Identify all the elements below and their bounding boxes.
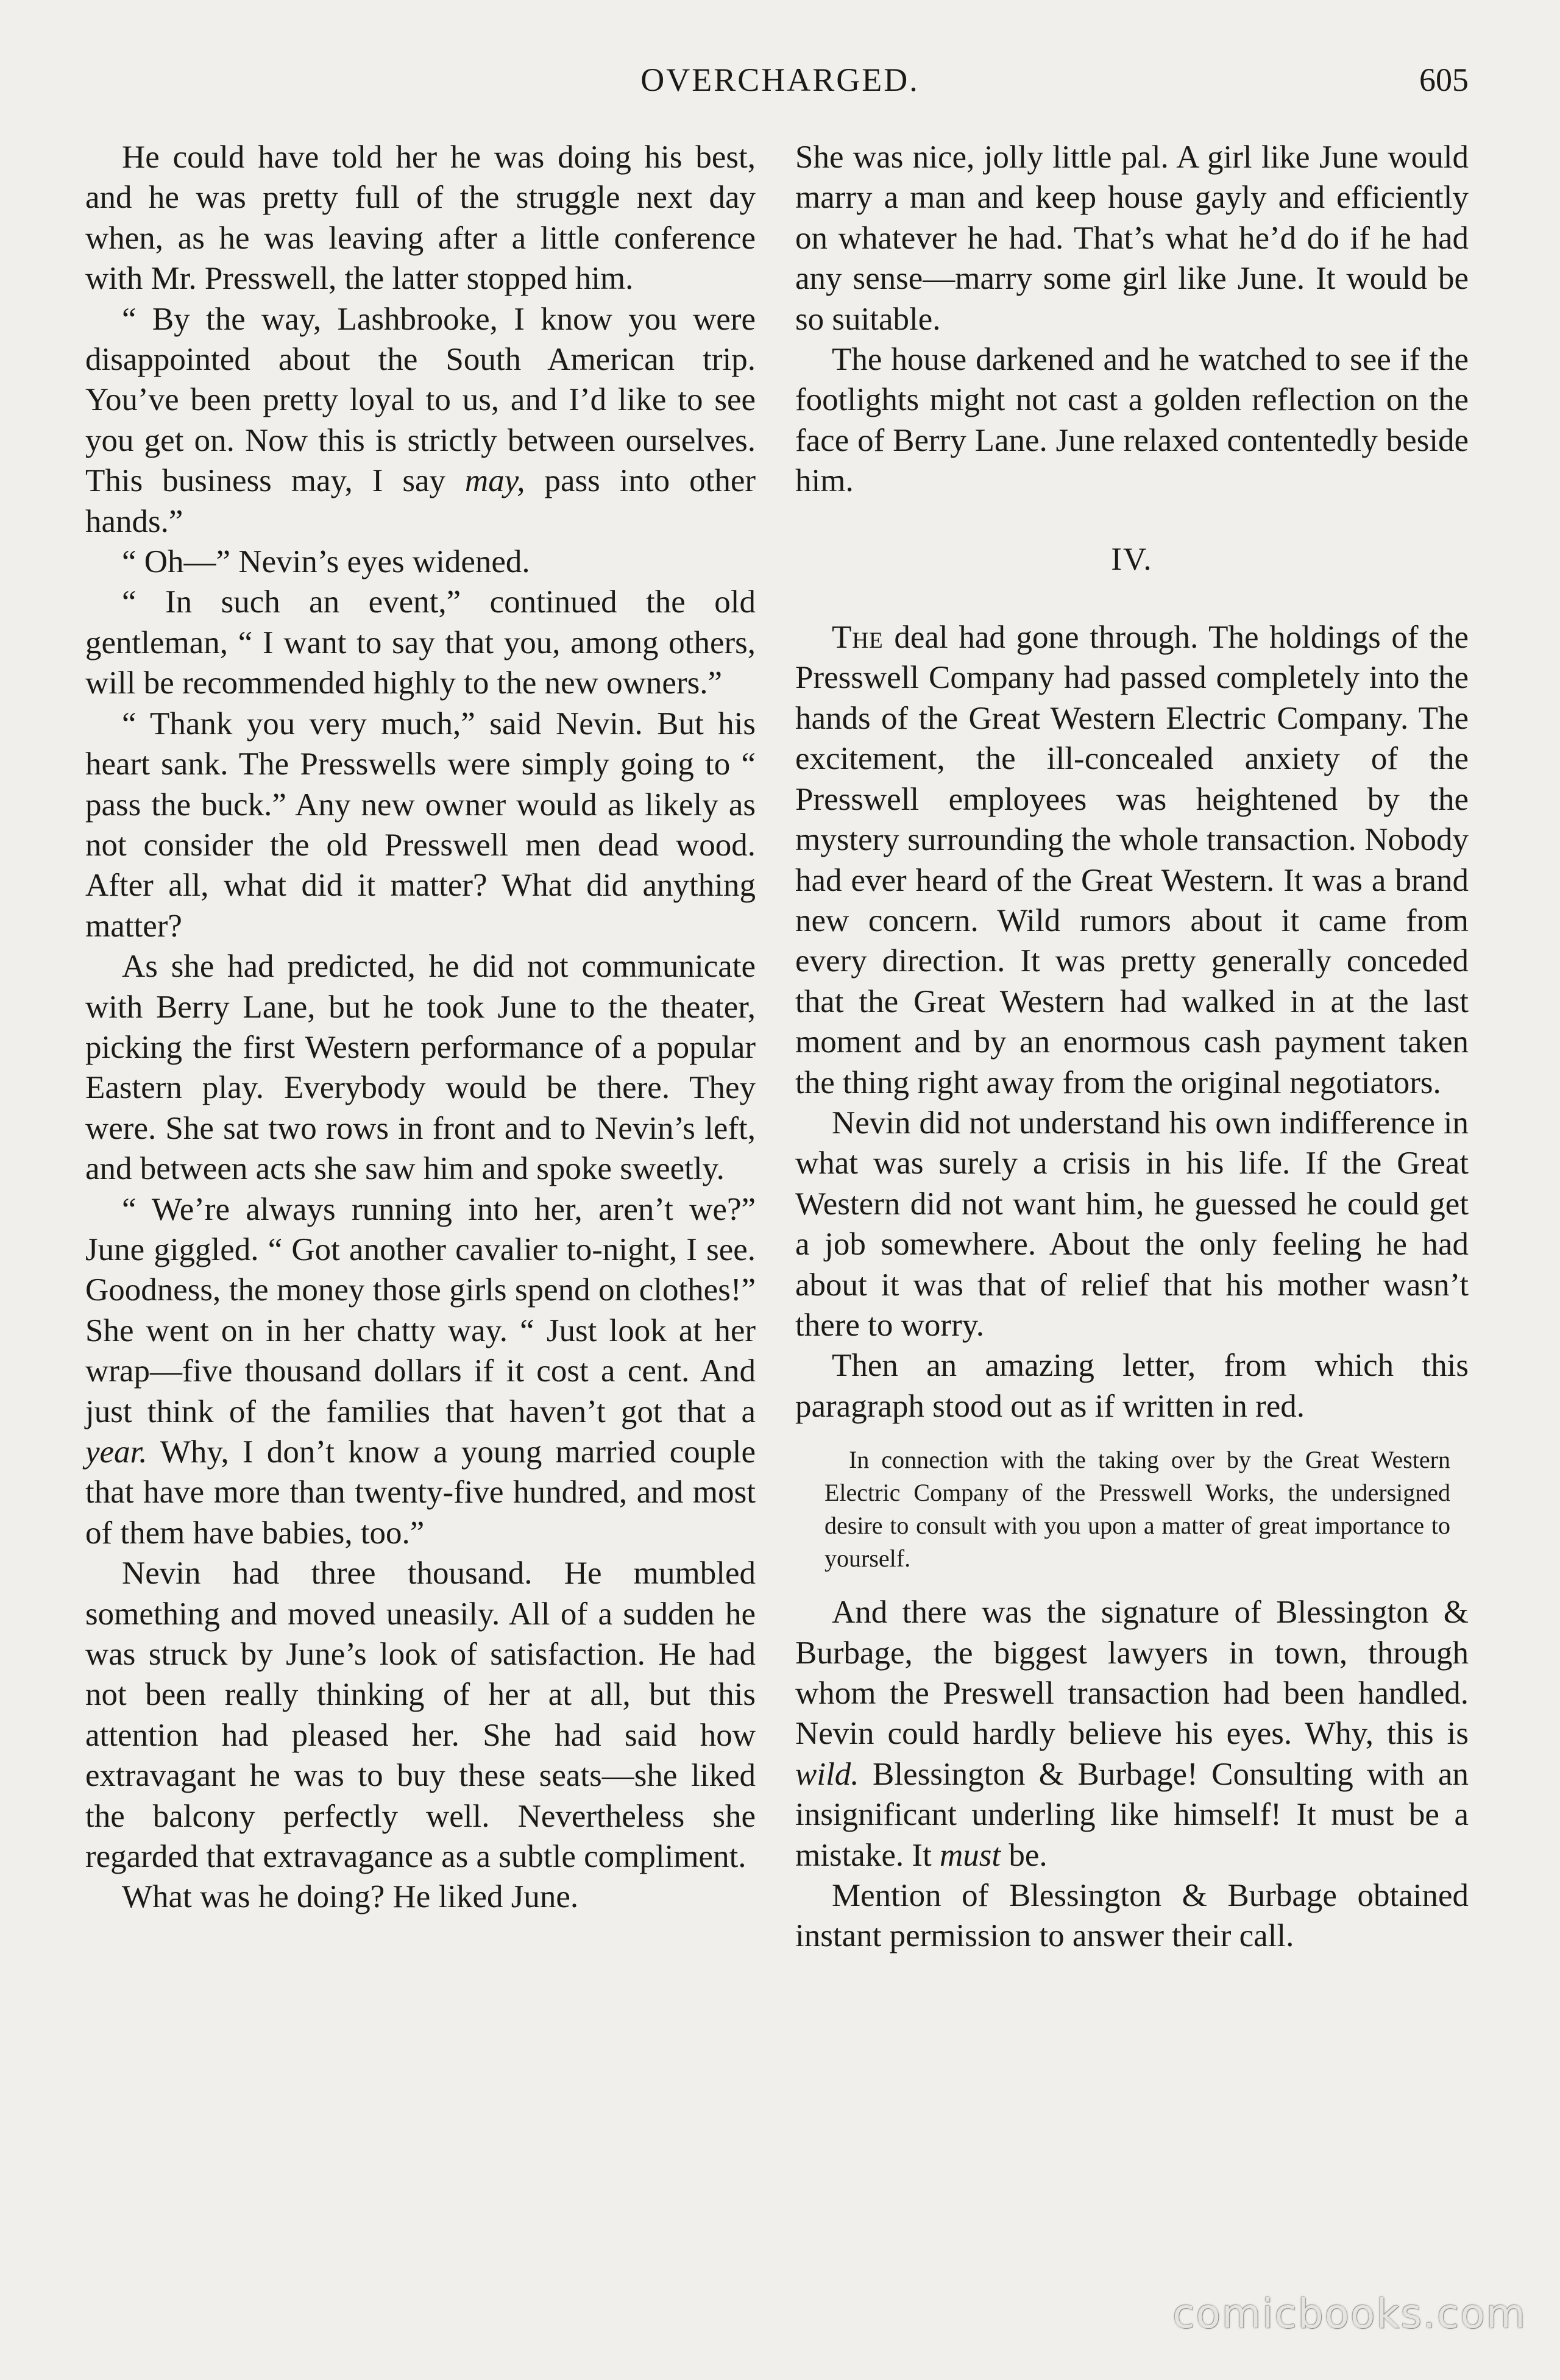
paragraph: The house darkened and he watched to see if the footlights might not cast a golden reflection on the face of Berry Lane. June relaxed contentedly beside him. [795, 342, 1469, 499]
paragraph-text: be. [1001, 1837, 1048, 1873]
section-heading: IV. [1111, 541, 1153, 577]
paragraph [85, 299, 756, 542]
emphasis-text: must [939, 1837, 1001, 1873]
emphasis-text: year. [85, 1434, 147, 1470]
page-number: 605 [1419, 62, 1469, 98]
running-title: OVERCHARGED. [640, 62, 920, 98]
paragraph: As she had predicted, he did not communicate with Berry Lane, but he took June to the theater, picking the first Western performance of a popular Eastern play. Everybody would be there. They were. She sat two rows in front and to Nevin’s left, and between acts she saw him and spoke sweetly. [85, 949, 756, 1187]
paragraph: Nevin did not understand his own indifference in what was surely a crisis in his life. If the Great Western did not want him, he guessed he could get a job somewhere. About the only feeling he had about it was that of relief that his mother wasn’t there to worry. [795, 1105, 1469, 1343]
paragraph-text: And there was the signature of Blessington & Burbage, the biggest lawyers in town, through whom the Preswell transaction had been handled. Nevin could hardly believe his eyes. Why, this is [795, 1595, 1469, 1752]
paragraph-text: pass into other hands.” [85, 463, 756, 539]
paragraph: What was he doing? He liked June. [122, 1879, 579, 1915]
paragraph: “ Oh—” Nevin’s eyes widened. [122, 544, 530, 580]
paragraph-continuation: She was nice, jolly little pal. A girl like June would marry a man and keep house gayly and efficiently on whatever he had. That’s what he’d do if he had any sense—marry some girl like June. It would be so suitable. [795, 140, 1469, 337]
left-column [85, 137, 756, 1918]
paragraph: Then an amazing letter, from which this paragraph stood out as if written in red. [795, 1348, 1469, 1424]
paragraph [795, 1592, 1469, 1875]
paragraph: “ In such an event,” continued the old gentleman, “ I want to say that you, among others, will be recommended highly to the new owners.” [85, 584, 756, 701]
paragraph: “ Thank you very much,” said Nevin. But his heart sank. The Presswells were simply going to “ pass the buck.” Any new owner would as likely as not consider the old Presswell men dead wood. After all, what did it matter? What did anything matter? [85, 706, 756, 944]
paragraph-text: “ We’re always running into her, aren’t we?” June giggled. “ Got another cavalier to-night, I see. Goodness, the money those girls spend on clothes!” She went on in her chatty way. “ Just look at her wrap—five thousand dollars if it cost a cent. And just think of the families that haven’t got that a [85, 1191, 756, 1429]
paragraph-text: deal had gone through. The holdings of the Presswell Company had passed completely into the hands of the Great Western Electric Company. The excitement, the ill-concealed anxiety of the Presswell employees was heightened by the mystery surrounding the whole transaction. Nobody had ever heard of the Great Western. It was a brand new concern. Wild rumors about it came from every direction. It was pretty generally conceded that the Great Western had walked in at the last moment and by an enormous cash payment taken the thing right away from the original negotiators. [795, 620, 1469, 1100]
emphasis-text: wild. [795, 1756, 859, 1792]
paragraph: He could have told her he was doing his best, and he was pretty full of the struggle next day when, as he was leaving after a little conference with Mr. Presswell, the latter stopped him. [85, 140, 756, 297]
paragraph-text: Blessington & Burbage! Consulting with an insignificant underling like himself! It must be a mistake. It [795, 1756, 1469, 1873]
lead-word: The [832, 620, 884, 656]
paragraph [85, 1189, 756, 1554]
paragraph-text: Why, I don’t know a young married couple that have more than twenty-five hundred, and most of them have babies, too.” [85, 1434, 756, 1551]
paragraph-text: “ By the way, Lashbrooke, I know you were disappointed about the South American trip. You’ve been pretty loyal to us, and I’d like to see you get on. Now this is strictly between ourselves. This business may, I say [85, 301, 756, 499]
paragraph: Mention of Blessington & Burbage obtained instant permission to answer their call. [795, 1878, 1469, 1954]
letter-excerpt: In connection with the taking over by the Great Western Electric Company of the Presswell Works, the undersigned desire to consult with you upon a matter of great importance to yourself. [824, 1446, 1450, 1573]
page-header [0, 61, 1560, 110]
right-column [795, 137, 1469, 1957]
paragraph [795, 617, 1469, 1103]
watermark: comicbooks.com [1172, 2290, 1526, 2337]
paragraph: Nevin had three thousand. He mumbled something and moved uneasily. All of a sudden he was struck by June’s look of satisfaction. He had not been really thinking of her at all, but this attention had pleased her. She had said how extravagant he was to buy these seats—she liked the balcony perfectly well. Nevertheless she regarded that extravagance as a subtle compliment. [85, 1556, 756, 1875]
emphasis-text: may, [464, 463, 525, 499]
